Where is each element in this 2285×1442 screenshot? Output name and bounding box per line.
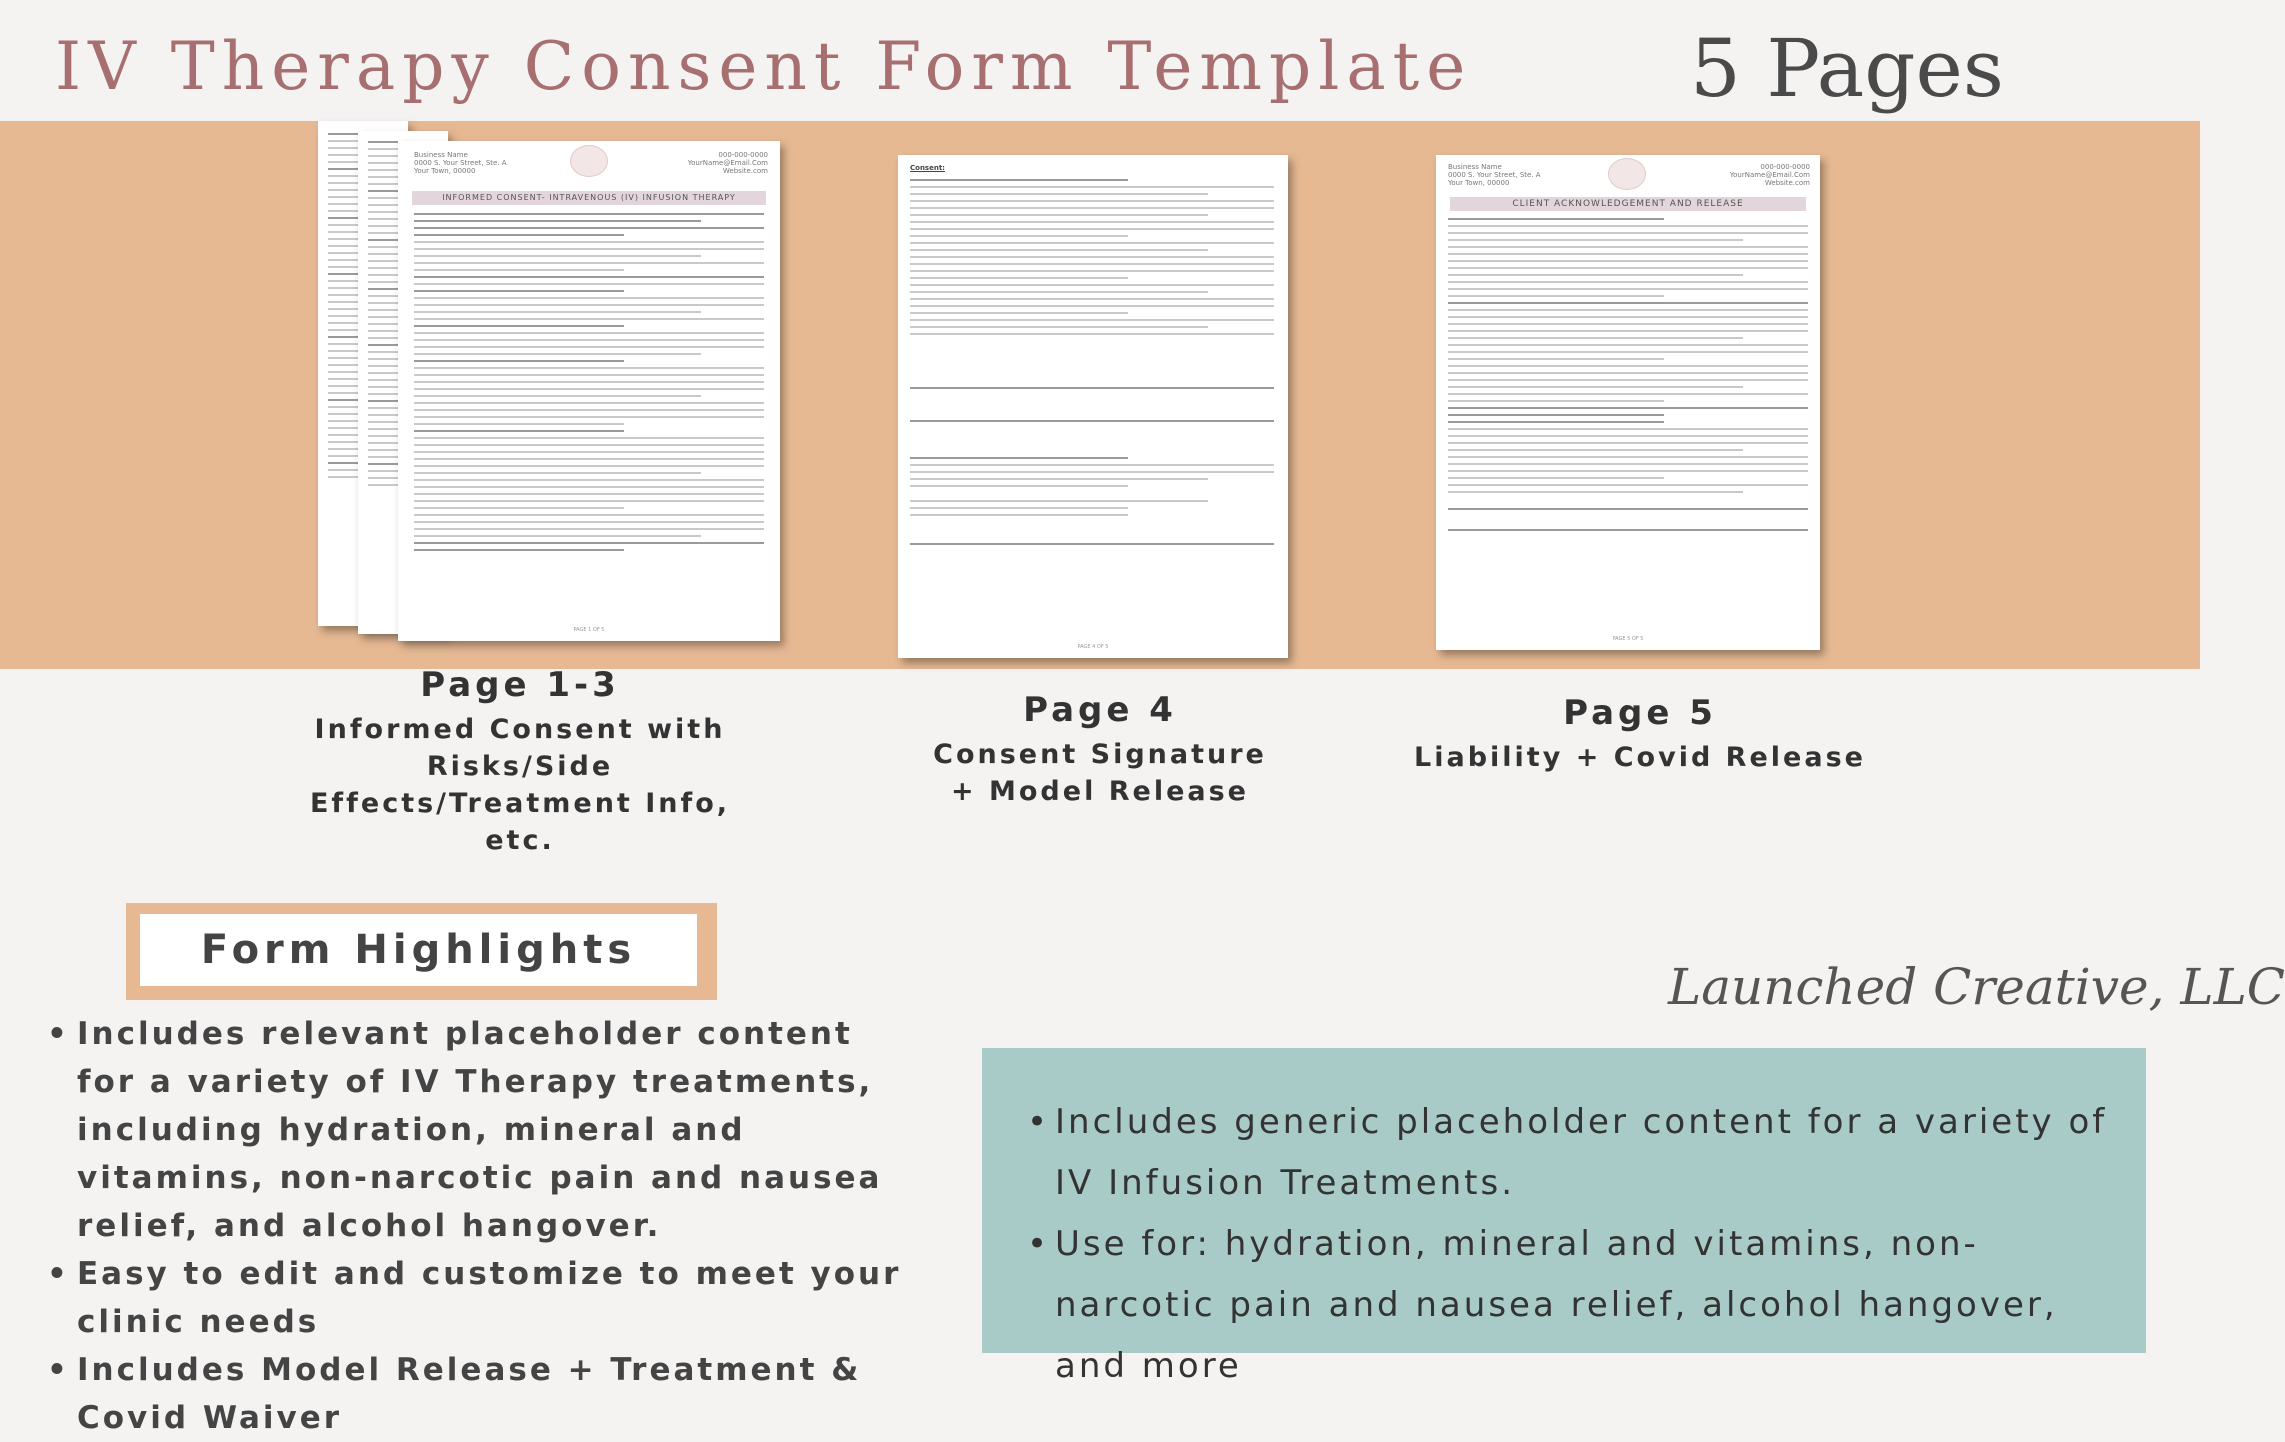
clinic-logo: [1608, 158, 1646, 190]
form-highlights-title: Form Highlights: [140, 914, 697, 986]
list-item: • Easy to edit and customize to meet your clinic needs: [42, 1250, 922, 1346]
features-box: [982, 1048, 2146, 1386]
list-item: • Includes Model Release + Treatment & Covid Waiver: [42, 1346, 922, 1442]
caption-pages-1-3: [300, 665, 740, 859]
caption-description: Consent Signature + Model Release: [933, 739, 1267, 807]
caption-page-4: [920, 690, 1280, 810]
caption-heading: Page 4: [1023, 690, 1177, 730]
list-item: • Includes generic placeholder content for a variety of IV Infusion Treatments.: [1027, 1092, 2126, 1214]
clinic-logo: [570, 145, 608, 177]
brand-signature: Launched Creative, LLC: [1668, 958, 2285, 1016]
caption-description: Liability + Covid Release: [1414, 742, 1866, 773]
caption-heading: Page 1-3: [420, 665, 620, 705]
list-item: • Includes relevant placeholder content for a variety of IV Therapy treatments, including hydration, mineral and vitamins, non-narcotic pain and nausea relief, and alcohol hangover.: [42, 1010, 922, 1250]
caption-page-5: [1400, 693, 1880, 776]
doc-preview-client-release: Business Name 0000 S. Your Street, Ste. A Your Town, 00000 000-000-0000 YourName@Email.Com Website.com CLIENT ACKNOWLEDGEMENT AND RELEASE PAGE 5 OF 5: [1436, 155, 1820, 650]
doc-preview-informed-consent: Business Name 0000 S. Your Street, Ste. A Your Town, 00000 000-000-0000 YourName@Email.Com Website.com INFORMED CONSENT- INTRAVENOUS (IV) INFUSION THERAPY PAGE 1 OF 5: [398, 141, 780, 641]
caption-heading: Page 5: [1563, 693, 1717, 733]
caption-description: Informed Consent with Risks/Side Effects/Treatment Info, etc.: [309, 714, 731, 856]
features-list: [1027, 1092, 2126, 1397]
doc-preview-consent-signature: Consent: PAGE 4 OF 5: [898, 155, 1288, 658]
page-title: IV Therapy Consent Form Template: [55, 28, 1473, 105]
list-item: • Use for: hydration, mineral and vitamins, non-narcotic pain and nausea relief, alcohol hangover, and more: [1027, 1214, 2126, 1397]
highlights-list: [42, 1010, 922, 1442]
form-highlights-banner: [126, 903, 717, 1000]
page-count: 5 Pages: [1690, 22, 2004, 115]
